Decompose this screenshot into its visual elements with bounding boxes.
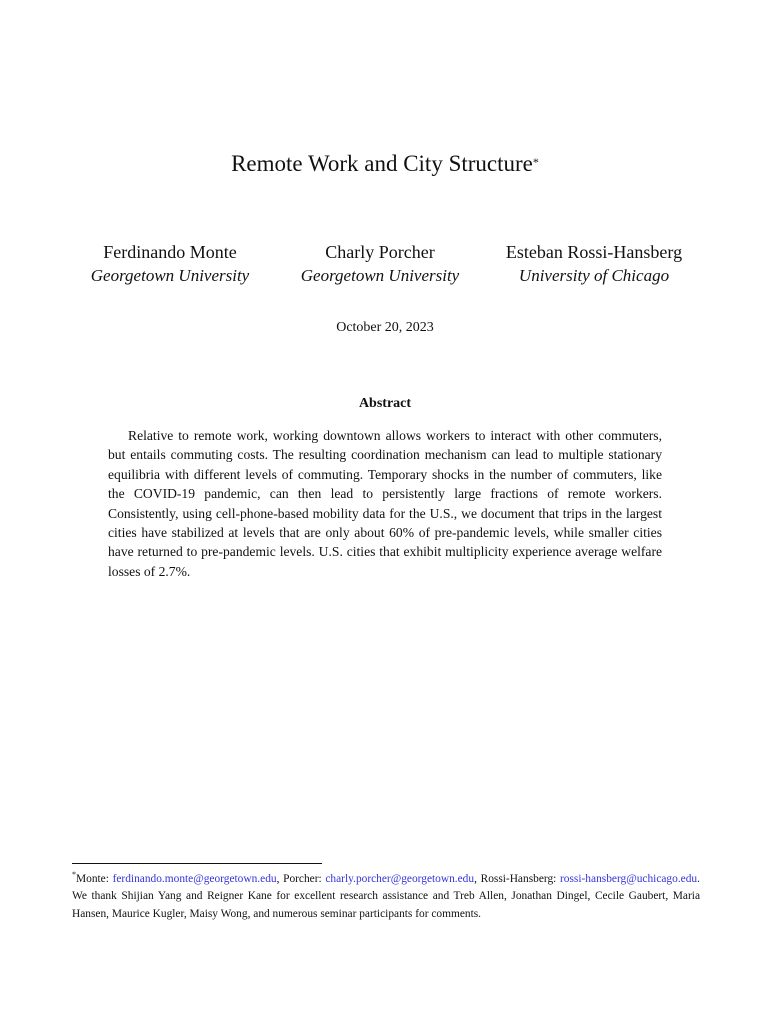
author-name: Esteban Rossi-Hansberg	[505, 242, 683, 262]
email-link-porcher[interactable]: charly.porcher@georgetown.edu	[325, 872, 475, 885]
author-name: Ferdinando Monte	[103, 242, 237, 262]
author-name: Charly Porcher	[325, 242, 435, 262]
footnote-mark: *	[72, 870, 76, 879]
author-affiliation: Georgetown University	[300, 266, 460, 285]
footnote-rule	[72, 863, 322, 864]
email-link-rossi-hansberg[interactable]: rossi-hansberg@uchicago.edu	[560, 872, 698, 885]
title-footnote-mark[interactable]: *	[532, 155, 539, 169]
abstract-heading: Abstract	[358, 396, 412, 411]
author-affiliation: University of Chicago	[518, 266, 670, 285]
author-affiliation: Georgetown University	[90, 266, 250, 285]
paper-date: October 20, 2023	[336, 320, 434, 335]
abstract-text: Relative to remote work, working downtown allows workers to interact with other commuters, but entails commuting costs. The resulting coordination mechanism can lead to multiple stationary equilibria with different levels of commuting. Temporary shocks in the number of commuters, like the COVID-19 pandemic, can then lead to persistently large fractions of remote workers. Consistently, using cell-phone-based mobility data for the U.S., we document that trips in the largest cities have stabilized at levels that are only about 60% of pre-pandemic levels, while smaller cities have returned to pre-pandemic levels. U.S. cities that exhibit multiplicity experience average welfare losses of 2.7%.	[108, 428, 662, 579]
paper-title	[0, 150, 770, 178]
footnote-text-2: , Porcher:	[276, 872, 326, 885]
author-1	[50, 240, 290, 288]
footnote-text-3: , Rossi-Hansberg:	[474, 872, 560, 885]
footnote	[72, 866, 700, 923]
footnote-text-1: Monte:	[76, 872, 113, 885]
footnote-text-4: . We thank Shijian Yang and Reigner Kane for excellent research assistance and Treb Allen, Jonathan Dingel, Cecile Gaubert, Maria Hansen, Maurice Kugler, Maisy Wong, and numerous seminar participants for comments.	[72, 872, 700, 920]
title-text: Remote Work and City Structure	[231, 151, 533, 176]
author-block	[0, 240, 770, 296]
author-3	[474, 240, 714, 288]
email-link-monte[interactable]: ferdinando.monte@georgetown.edu	[112, 872, 277, 885]
author-2	[260, 240, 500, 288]
